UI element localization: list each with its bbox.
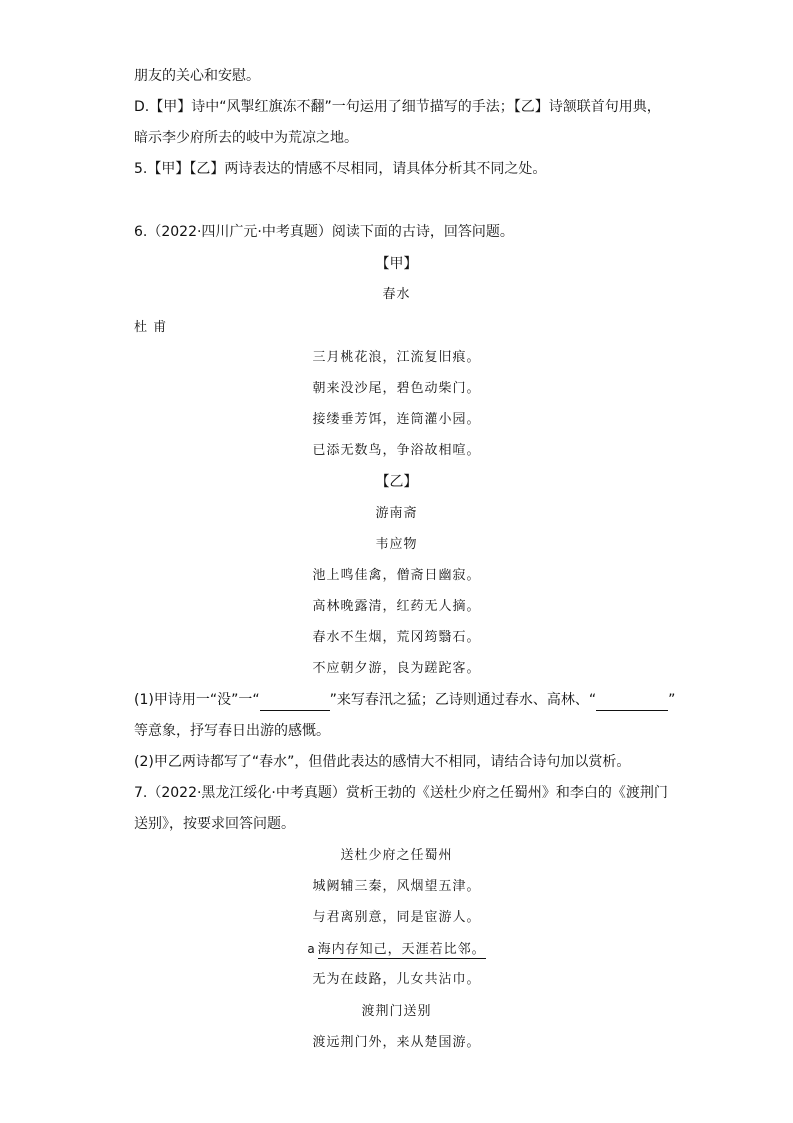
poem-2-line: 渡远荆门外，来从楚国游。 [312,1035,481,1050]
poem-yi-line: 高林晚露清，红药无人摘。 [312,599,481,614]
q6-sub1-line1 [134,690,675,711]
q4-option-d-line1: D.【甲】诗中“风掣红旗冻不翻”一句运用了细节描写的手法；【乙】诗颔联首句用典， [134,99,661,115]
answer-blank[interactable] [260,690,330,711]
poem-1-line: 与君离别意，同是宦游人。 [312,910,481,925]
question-7-line2: 送别》，按要求回答问题。 [134,816,295,832]
poem-1-marked-line-wrap [0,939,793,960]
poem-yi-title: 游南斋 [375,506,418,521]
q4-option-d-line2: 暗示李少府所去的岐中为荒凉之地。 [134,130,358,146]
poem-1-line: 无为在歧路，儿女共沾巾。 [312,972,481,987]
poem-yi-line: 不应朝夕游，良为蹉跎客。 [312,661,481,676]
question-5: 5.【甲】【乙】两诗表达的情感不尽相同，请具体分析其不同之处。 [134,161,547,177]
answer-blank[interactable] [596,690,668,711]
poem-1-title: 送杜少府之任蜀州 [340,848,453,863]
poem-jia-line: 接缕垂芳饵，连筒灌小园。 [312,412,481,427]
q6-sub1-text-c: ” [668,692,676,708]
poem-2-title: 渡荆门送别 [361,1004,432,1019]
q6-sub1-text-a: (1)甲诗用一“没”一“ [134,692,260,708]
poem-jia-line: 朝来没沙尾，碧色动柴门。 [312,381,481,396]
q6-sub1-line2: 等意象，抒写春日出游的感慨。 [134,723,330,739]
poem-yi-author: 韦应物 [375,537,418,552]
poem-yi-line: 春水不生烟，荒冈筠翳石。 [312,630,481,645]
poem-jia-line: 已添无数鸟，争浴故相喧。 [312,443,481,458]
line-marker-a: a [307,942,316,956]
poem-jia-author: 杜 甫 [134,320,168,335]
poem-jia-label: 【甲】 [375,256,418,272]
q4-tail-line: 朋友的关心和安慰。 [134,68,260,84]
poem-jia-line: 三月桃花浪，江流复旧痕。 [312,350,481,365]
question-7-line1: 7.（2022·黑龙江绥化·中考真题）赏析王勃的《送杜少府之任蜀州》和李白的《渡荆门 [134,785,668,801]
question-6-header: 6.（2022·四川广元·中考真题）阅读下面的古诗，回答问题。 [134,224,514,240]
poem-jia-title: 春水 [382,287,411,302]
poem-yi-label: 【乙】 [375,474,418,490]
poem-1-line: 城阙辅三秦，风烟望五津。 [312,879,481,894]
poem-yi-line: 池上鸣佳禽，僧斋日幽寂。 [312,568,481,583]
q6-sub1-text-b: ”来写春汛之猛；乙诗则通过春水、高林、“ [329,692,597,708]
q6-sub2: (2)甲乙两诗都写了“春水”，但借此表达的感情大不相同，请结合诗句加以赏析。 [134,754,631,770]
poem-1-underlined-line: 海内存知己，天涯若比邻。 [317,942,486,957]
